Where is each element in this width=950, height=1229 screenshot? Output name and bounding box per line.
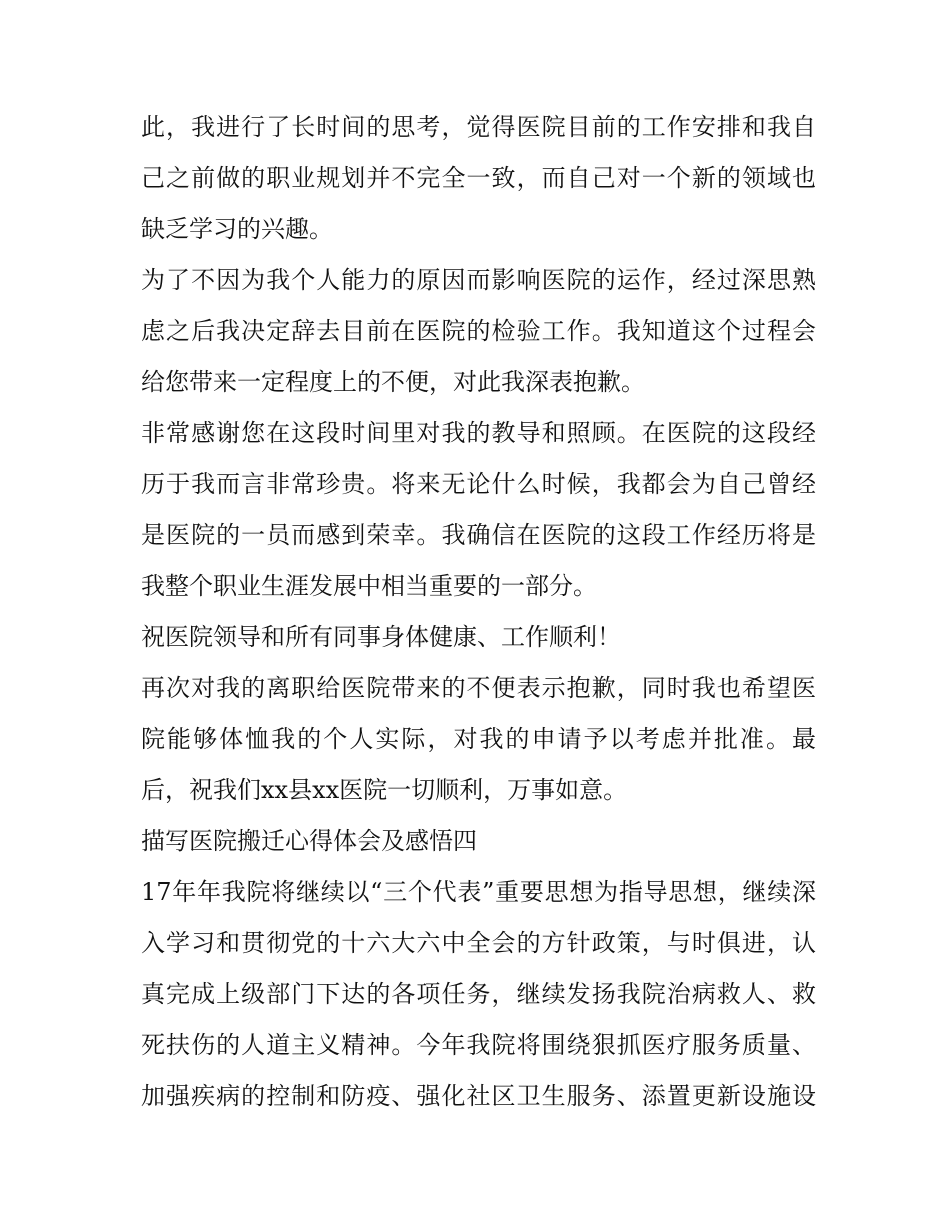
paragraph-resignation-decision [141, 255, 816, 408]
text-line: 加强疾病的控制和防疫、强化社区卫生服务、添置更新设施设 [141, 1082, 816, 1110]
text-line: 祝医院领导和所有同事身体健康、工作顺利！ [141, 623, 621, 651]
text-line: 我整个职业生涯发展中相当重要的一部分。 [141, 572, 597, 600]
text-line: 院能够体恤我的个人实际，对我的申请予以考虑并批准。最 [141, 725, 816, 753]
text-line: 死扶伤的人道主义精神。今年我院将围绕狠抓医疗服务质量、 [141, 1031, 816, 1059]
paragraph-closing [141, 663, 816, 816]
text-line: 己之前做的职业规划并不完全一致，而自己对一个新的领域也 [141, 164, 816, 192]
text-line: 是医院的一员而感到荣幸。我确信在医院的这段工作经历将是 [141, 521, 816, 549]
paragraph-annual-plan [141, 867, 816, 1122]
text-line: 为了不因为我个人能力的原因而影响医院的运作，经过深思熟 [141, 266, 816, 294]
text-line: 非常感谢您在这段时间里对我的教导和照顾。在医院的这段经 [141, 419, 816, 447]
paragraph-gratitude [141, 408, 816, 612]
heading-line: 描写医院搬迁心得体会及感悟四 [141, 827, 477, 855]
document-body [141, 102, 816, 1122]
text-line: 此，我进行了长时间的思考，觉得医院目前的工作安排和我自 [141, 113, 816, 141]
text-line: 17年年我院将继续以“三个代表”重要思想为指导思想，继续深 [141, 878, 816, 906]
section-heading [141, 816, 816, 867]
text-line: 入学习和贯彻党的十六大六中全会的方针政策，与时俱进，认 [141, 929, 816, 957]
paragraph-career-reflection [141, 102, 816, 255]
paragraph-wishes [141, 612, 816, 663]
text-line: 缺乏学习的兴趣。 [141, 215, 333, 243]
text-line: 虑之后我决定辞去目前在医院的检验工作。我知道这个过程会 [141, 317, 816, 345]
text-line: 后，祝我们xx县xx医院一切顺利，万事如意。 [141, 776, 628, 804]
text-line: 再次对我的离职给医院带来的不便表示抱歉，同时我也希望医 [141, 674, 816, 702]
text-line: 历于我而言非常珍贵。将来无论什么时候，我都会为自己曾经 [141, 470, 816, 498]
text-line: 真完成上级部门下达的各项任务，继续发扬我院治病救人、救 [141, 980, 816, 1008]
text-line: 给您带来一定程度上的不便，对此我深表抱歉。 [141, 368, 645, 396]
